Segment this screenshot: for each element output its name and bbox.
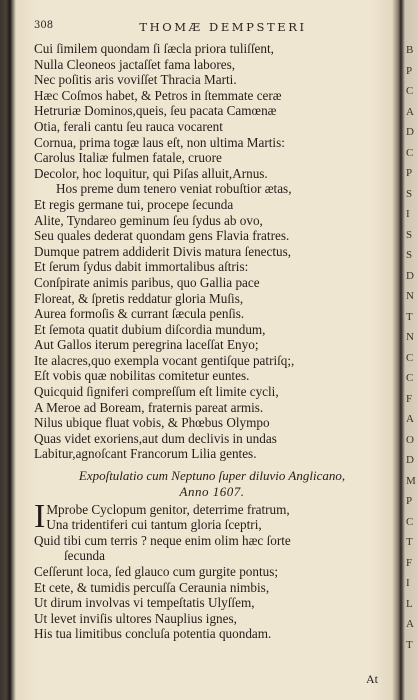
facing-page-initial: P	[406, 64, 413, 77]
poem1-part1	[34, 41, 390, 181]
verse-line: Ceſſerunt loca, ſed glauco cum gurgite pontus;	[34, 564, 279, 579]
facing-page-initial: C	[406, 351, 414, 364]
verse-line-indented: Hos preme dum tenero veniat robuſtior ætas,	[56, 181, 292, 197]
facing-page-initial: I	[406, 208, 410, 220]
facing-page-initial: O	[406, 433, 414, 446]
page-header	[34, 20, 384, 38]
verse-line: Una tridentiferi cui tantum gloria ſceptri,	[46, 517, 262, 533]
catchword: At	[366, 672, 378, 686]
page-number: 308	[34, 20, 54, 31]
verse-line: Dumque patrem addiderit Divis matura ſenectus,	[34, 243, 292, 259]
verse-line: Alite, Tyndareo geminum ſeu ſydus ab ovo,	[34, 212, 263, 228]
verse-line-continuation: ſecunda	[64, 548, 106, 564]
facing-page-initial: T	[406, 310, 413, 323]
facing-page-initial: M	[406, 474, 416, 487]
verse-line: Cornua, prima togæ laus eſt, non ultima Martis:	[34, 134, 285, 150]
verse-line: Carolus Italiæ fulmen fatale, cruore	[34, 150, 222, 166]
verse-line: Quid tibi cum terris ? neque enim olim hæc ſorte	[34, 532, 291, 548]
poem-text	[34, 41, 390, 642]
verse-line: Ite alacres,quo exempla vocant gentiſque patriſq;,	[34, 352, 295, 368]
facing-page-initial: N	[406, 290, 414, 302]
verse-line: Floreat, & ſpretis reddatur gloria Muſis,	[34, 290, 244, 306]
verse-line: Et ſemota quatit dubium diſcordia mundum,	[34, 321, 266, 337]
facing-page-initial: F	[406, 556, 413, 569]
facing-page-initial: C	[406, 85, 414, 97]
verse-line: Et cete, & tumidis percuſſa Ceraunia nimbis,	[34, 579, 270, 595]
facing-page-initial: P	[406, 495, 413, 507]
verse-line: Quas videt exoriens,aut dum declivis in undas	[34, 430, 277, 446]
facing-page-initial: P	[406, 167, 413, 179]
poem-title-year: Anno 1607.	[179, 483, 245, 499]
poem1-part2	[34, 197, 390, 462]
verse-line: Otia, ferali cantu ſeu rauca vocarent	[34, 118, 223, 134]
facing-page-initial: A	[406, 618, 414, 630]
verse-line: Ut levet inviſis ultores Nauplius ignes,	[34, 610, 237, 626]
facing-page-initial: D	[406, 126, 414, 138]
verse-line: Nulla Cleoneos jactaſſet fama labores,	[34, 56, 236, 72]
verse-line: Ut dirum involvas vi tempeſtatis Ulyſſem,	[34, 595, 255, 611]
verse-line: Mprobe Cyclopum genitor, deterrime fratrum,	[46, 501, 290, 517]
facing-page-initial: T	[406, 638, 413, 651]
verse-line: Et ſerum ſydus dabit immortalibus aſtris:	[34, 259, 249, 275]
verse-line: Hetruriæ Dominos,queis, ſeu pacata Camœnæ	[34, 103, 277, 119]
verse-line: Aut Gallos iterum peregrina laceſſat Enyo;	[34, 337, 259, 353]
verse-line: Hæc Coſmos habet, & Petros in ſtemmate ceræ	[34, 87, 282, 103]
facing-page-initial: A	[406, 413, 414, 425]
facing-page-initial: D	[406, 269, 414, 282]
facing-page-initial: C	[406, 146, 414, 159]
verse-line: A Meroe ad Boream, fraternis pareat armis.	[34, 399, 264, 415]
facing-page-initial: L	[406, 597, 413, 610]
facing-page-initial: T	[406, 536, 413, 548]
facing-page-initial: S	[406, 187, 413, 200]
verse-line: Cui ſimilem quondam ſi ſæcla priora tuliſſent,	[34, 41, 274, 56]
facing-page-initial: S	[406, 249, 413, 261]
poem2-body	[34, 497, 390, 642]
verse-line: Et regis germane tui, procepe ſecunda	[34, 196, 234, 212]
facing-page-initial: C	[406, 372, 414, 384]
facing-page-edge	[404, 0, 418, 700]
verse-line: Nec poſitis aris voviſſet Thracia Marti.	[34, 72, 237, 88]
facing-page-initial: F	[406, 392, 413, 405]
verse-line: Seu quales dederat quondam gens Flavia fratres.	[34, 228, 290, 244]
verse-line: Aurea formoſis & currant ſæcula penſis.	[34, 306, 245, 322]
facing-page-initial: A	[406, 105, 414, 118]
verse-line: Decolor, hoc loquitur, qui Piſas alluit,Arnus.	[34, 165, 268, 181]
facing-page-initial: B	[406, 44, 414, 56]
facing-page-initial: S	[406, 228, 413, 241]
facing-page-initial: C	[406, 515, 414, 528]
facing-page-initial: I	[406, 577, 410, 589]
verse-line: Conſpirate animis paribus, quo Gallia pace	[34, 274, 260, 290]
verse-line: His tua limitibus concluſa potentia quondam.	[34, 626, 272, 642]
verse-line: Quicquid ſigniferi compreſſum eſt limite cycli,	[34, 384, 279, 400]
drop-cap: I	[34, 497, 46, 535]
verse-line: Nilus ubique fluat vobis, & Phœbus Olympo	[34, 415, 270, 431]
poem-title: Expoſtulatio cum Neptuno ſuper diluvio Anglicano,	[78, 468, 346, 484]
verse-line: Labitur,agnoſcant Francorum Lilia gentes.	[34, 446, 257, 462]
running-title: THOMÆ DEMPSTERI	[139, 20, 307, 34]
verse-line: Eſt vobis quæ nobilitas comitetur euntes.	[34, 368, 250, 384]
left-page	[20, 0, 390, 700]
facing-page-initial: N	[406, 331, 414, 343]
facing-page-initial: D	[406, 454, 414, 466]
